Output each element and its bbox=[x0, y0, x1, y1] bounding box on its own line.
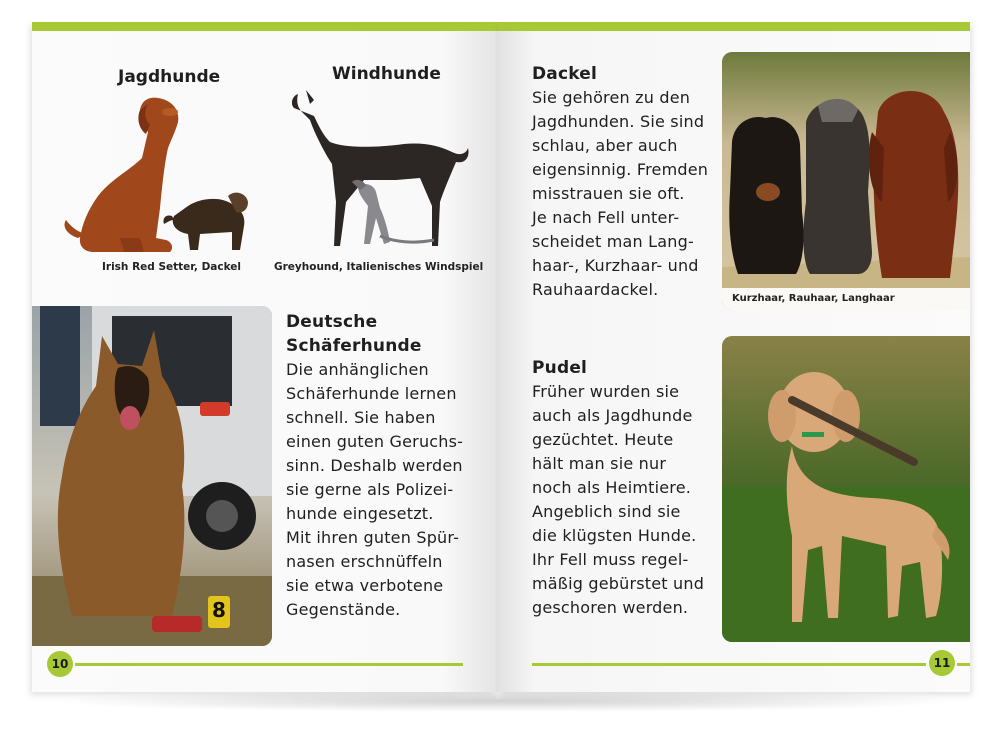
windhunde-title: Windhunde bbox=[332, 64, 441, 84]
jagdhunde-illustration bbox=[60, 88, 250, 258]
pudel-line: geschoren werden. bbox=[532, 598, 689, 617]
pudel-text bbox=[532, 356, 704, 620]
pudel-photo bbox=[722, 336, 970, 642]
schaeferhunde-line: Gegenstände. bbox=[286, 600, 401, 619]
schaeferhunde-text bbox=[286, 310, 463, 622]
schaeferhunde-line: einen guten Geruchs- bbox=[286, 432, 464, 451]
top-accent-bar bbox=[498, 22, 970, 31]
dackel-line: eigensinnig. Fremden bbox=[532, 160, 709, 179]
jagdhunde-title: Jagdhunde bbox=[118, 67, 221, 87]
pudel-line: Ihr Fell muss regel- bbox=[532, 550, 689, 569]
dackel-heading: Dackel bbox=[532, 64, 598, 84]
windhunde-caption: Greyhound, Italienisches Windspiel bbox=[274, 261, 484, 273]
pudel-line: auch als Jagdhunde bbox=[532, 406, 693, 425]
left-page bbox=[32, 22, 498, 692]
schaeferhunde-line: sie gerne als Polizei- bbox=[286, 480, 454, 499]
dackel-line: scheidet man Lang- bbox=[532, 232, 694, 251]
pudel-line: Angeblich sind sie bbox=[532, 502, 681, 521]
schaeferhunde-heading-line-2: Schäferhunde bbox=[286, 336, 422, 356]
schaeferhunde-line: sie etwa verbotene bbox=[286, 576, 444, 595]
schaeferhunde-line: schnell. Sie haben bbox=[286, 408, 436, 427]
pudel-line: noch als Heimtiere. bbox=[532, 478, 692, 497]
windhunde-illustration bbox=[284, 86, 474, 256]
pudel-line: die klügsten Hunde. bbox=[532, 526, 697, 545]
pudel-line: mäßig gebürstet und bbox=[532, 574, 705, 593]
evidence-marker-number: 8 bbox=[212, 598, 226, 622]
langhaar-dackel-figure bbox=[873, 91, 958, 278]
dackel-line: schlau, aber auch bbox=[532, 136, 678, 155]
schaeferhunde-line: hunde eingesetzt. bbox=[286, 504, 434, 523]
pudel-heading: Pudel bbox=[532, 358, 588, 378]
dackel-line: Jagdhunden. Sie sind bbox=[532, 112, 705, 131]
schaeferhunde-heading-line-1: Deutsche bbox=[286, 312, 378, 332]
dackel-line: haar-, Kurzhaar- und bbox=[532, 256, 699, 275]
dackel-line: Sie gehören zu den bbox=[532, 88, 691, 107]
pudel-line: Früher wurden sie bbox=[532, 382, 680, 401]
schaeferhunde-line: Schäferhunde lernen bbox=[286, 384, 457, 403]
jagdhunde-caption: Irish Red Setter, Dackel bbox=[102, 261, 242, 273]
dackel-text bbox=[532, 62, 708, 302]
dackel-line: Je nach Fell unter- bbox=[532, 208, 680, 227]
footer-line-left bbox=[75, 663, 463, 666]
rauhaar-dackel-figure bbox=[803, 100, 872, 274]
schaeferhunde-line: sinn. Deshalb werden bbox=[286, 456, 463, 475]
page-number-right: 11 bbox=[929, 650, 955, 676]
dackel-photo-caption: Kurzhaar, Rauhaar, Langhaar bbox=[722, 288, 970, 310]
dackel-line: Rauhaardackel. bbox=[532, 280, 659, 299]
schaeferhund-photo bbox=[32, 306, 272, 646]
pudel-line: hält man sie nur bbox=[532, 454, 667, 473]
top-accent-bar bbox=[32, 22, 498, 31]
footer-line-right-end bbox=[957, 663, 970, 666]
dackel-figure bbox=[163, 193, 248, 250]
schaeferhunde-line: Mit ihren guten Spür- bbox=[286, 528, 460, 547]
pudel-line: gezüchtet. Heute bbox=[532, 430, 674, 449]
officer-shape bbox=[40, 306, 80, 426]
page-number-left: 10 bbox=[47, 651, 73, 677]
italienisches-windspiel-figure bbox=[352, 180, 434, 244]
right-page bbox=[498, 22, 970, 692]
schaeferhunde-line: Die anhänglichen bbox=[286, 360, 429, 379]
dackel-photo bbox=[722, 52, 970, 310]
irish-setter-figure bbox=[65, 98, 179, 252]
book-shadow bbox=[40, 690, 970, 712]
footer-line-right bbox=[532, 663, 926, 666]
dackel-line: misstrauen sie oft. bbox=[532, 184, 685, 203]
schaeferhunde-line: nasen erschnüffeln bbox=[286, 552, 443, 571]
